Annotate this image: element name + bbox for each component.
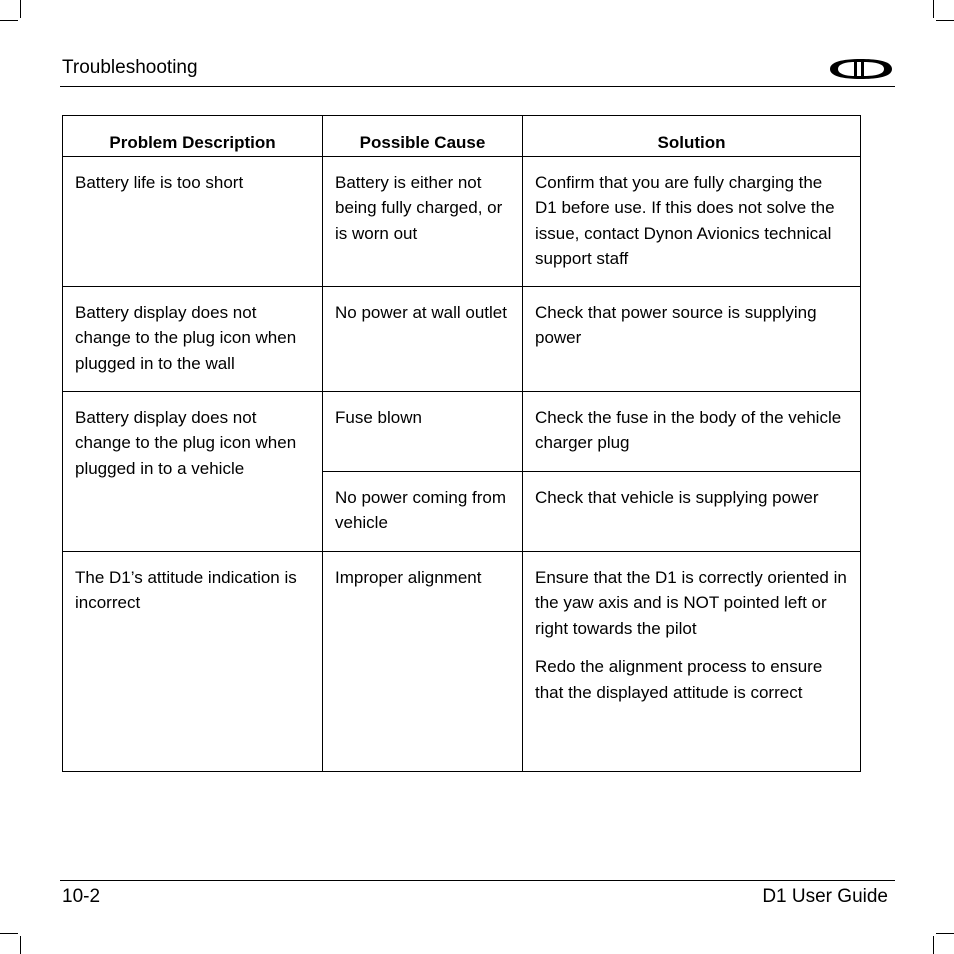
crop-mark (20, 936, 21, 954)
problem-cell: Battery life is too short (63, 156, 323, 286)
solution-cell: Check the fuse in the body of the vehicle charger plug (523, 391, 861, 471)
crop-mark (936, 20, 954, 21)
table-row (63, 286, 861, 391)
header-rule (60, 86, 895, 87)
solution-cell: Confirm that you are fully charging the D1 before use. If this does not solve the issue, contact Dynon Avionics technical support staff (523, 156, 861, 286)
solution-cell (523, 551, 861, 771)
solution-cell: Check that vehicle is supplying power (523, 471, 861, 551)
column-header-problem: Problem Description (63, 116, 323, 157)
troubleshooting-table (62, 115, 861, 772)
column-header-solution: Solution (523, 116, 861, 157)
cause-cell: No power coming from vehicle (323, 471, 523, 551)
crop-mark (0, 20, 18, 21)
dynon-logo-icon (828, 57, 894, 81)
page-number: 10-2 (62, 886, 101, 907)
problem-cell: Battery display does not change to the plug icon when plugged in to the wall (63, 286, 323, 391)
footer-rule (60, 880, 895, 881)
table-header-row (63, 116, 861, 157)
solution-cell: Check that power source is supplying power (523, 286, 861, 391)
table-row (63, 391, 861, 471)
cause-cell: Improper alignment (323, 551, 523, 771)
column-header-cause: Possible Cause (323, 116, 523, 157)
table-row (63, 551, 861, 771)
crop-mark (0, 933, 18, 934)
guide-title: D1 User Guide (762, 886, 888, 907)
solution-paragraph: Ensure that the D1 is correctly oriented in the yaw axis and is NOT pointed left or right towards the pilot (535, 567, 847, 638)
page-header-title: Troubleshooting (62, 57, 198, 78)
problem-cell: Battery display does not change to the plug icon when plugged in to a vehicle (63, 391, 323, 551)
solution-paragraph: Redo the alignment process to ensure that the displayed attitude is correct (535, 657, 823, 702)
crop-mark (936, 933, 954, 934)
crop-mark (933, 936, 934, 954)
cause-cell: Battery is either not being fully charged, or is worn out (323, 156, 523, 286)
problem-cell: The D1’s attitude indication is incorrect (63, 551, 323, 771)
crop-mark (933, 0, 934, 18)
cause-cell: Fuse blown (323, 391, 523, 471)
crop-mark (20, 0, 21, 18)
table-row (63, 156, 861, 286)
cause-cell: No power at wall outlet (323, 286, 523, 391)
